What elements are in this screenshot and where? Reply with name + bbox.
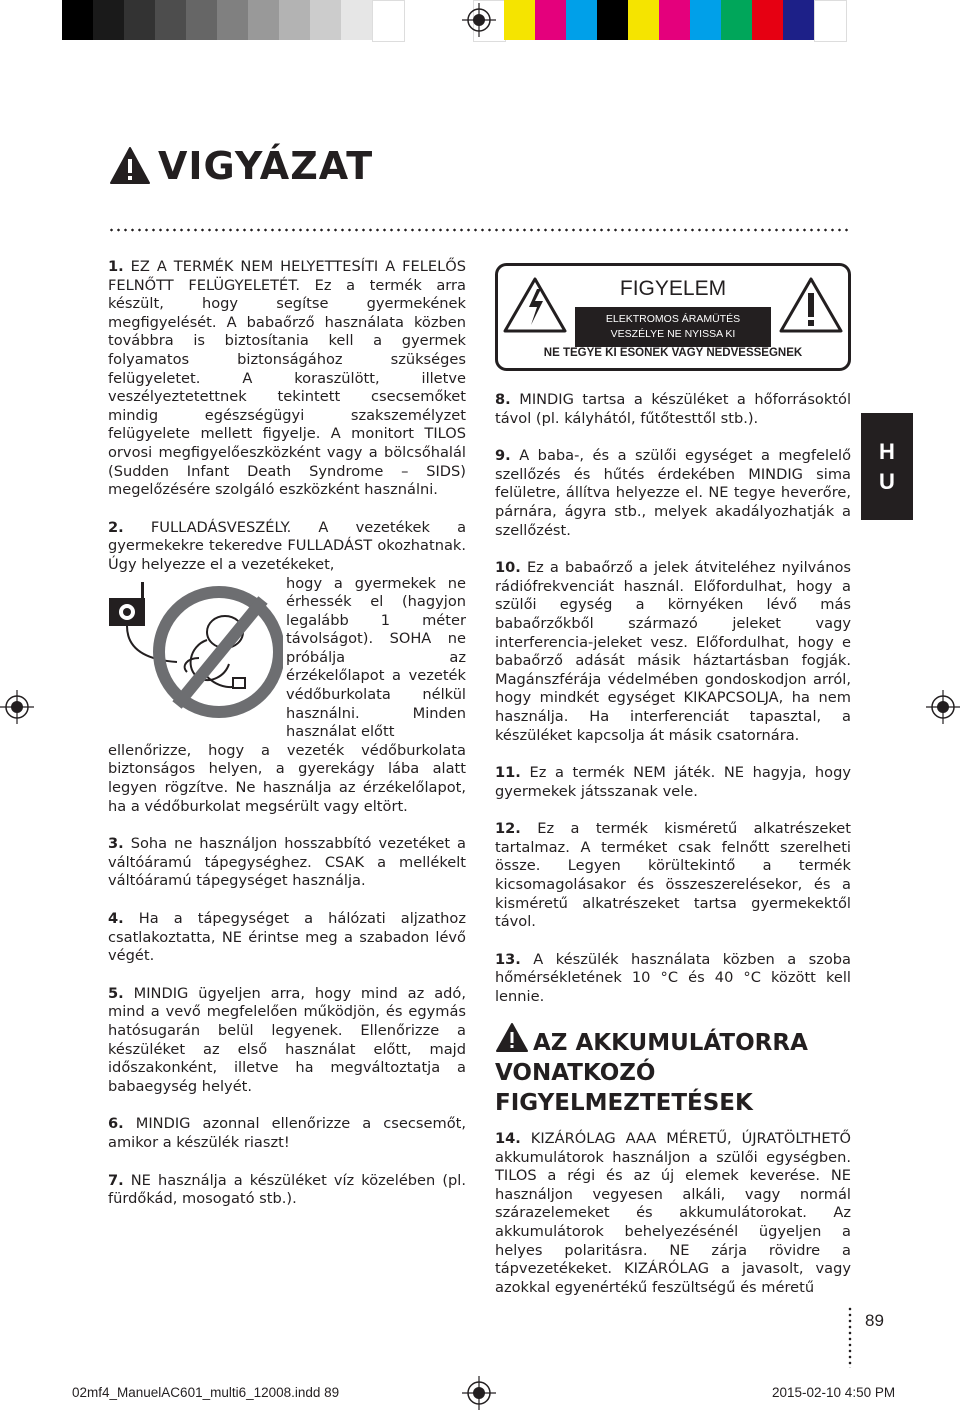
dotted-divider	[108, 228, 850, 232]
footer-file-info: 02mf4_ManuelAC601_multi6_12008.indd 89	[72, 1385, 340, 1400]
color-swatch	[628, 0, 659, 40]
color-swatch	[504, 0, 535, 40]
left-column	[108, 258, 466, 1209]
electric-shock-warning-label	[495, 263, 851, 371]
list-item: 5. MINDIG ügyeljen arra, hogy mind az adó, mind a vevő megfelelően működjön, és egymás hatósugarán belül legyenek. Ellenőrizze a készüléket az első használat előtt, majd időszakonként, illetve ha megváltoztatja a babaegység helyét.	[108, 984, 466, 1095]
list-item: 11. Ez a termék NEM játék. NE hagyja, hogy gyermekek játsszanak vele.	[495, 764, 852, 800]
color-swatch	[186, 0, 217, 40]
color-swatch	[124, 0, 155, 40]
color-swatch	[597, 0, 628, 40]
color-swatch	[659, 0, 690, 40]
no-cord-illustration	[107, 580, 283, 720]
color-swatch	[690, 0, 721, 40]
title-text: VIGYÁZAT	[158, 144, 374, 188]
color-swatch	[752, 0, 783, 40]
color-swatch	[248, 0, 279, 40]
page-title	[108, 141, 373, 191]
dotted-divider-vertical	[848, 1306, 852, 1368]
warning-triangle-icon	[495, 1022, 529, 1054]
warning-triangle-icon	[108, 144, 152, 188]
list-item: 8. MINDIG tartsa a készüléket a hőforrásoktól távol (pl. kályhától, fűtőtesttől stb.).	[495, 391, 852, 427]
label-bottom-text: NE TEGYE KI ESŐNEK VAGY NEDVESSÉGNEK	[543, 347, 803, 359]
color-swatch	[566, 0, 597, 40]
registration-mark-icon	[462, 1376, 496, 1410]
color-swatch	[62, 0, 93, 40]
list-item: 13. A készülék használata közben a szoba hőmérsékletének 10 °C és 40 °C között kell lennie.	[495, 950, 852, 1006]
color-swatch	[217, 0, 248, 40]
color-swatch	[721, 0, 752, 40]
page-number: 89	[865, 1311, 884, 1330]
list-item: 3. Soha ne használjon hosszabbító vezetéket a váltóáramú tápegységhez. CSAK a mellékelt váltóáramú tápegységet használja.	[108, 835, 466, 890]
list-item: 9. A baba-, és a szülői egységet a megfelelő szellőzés és hűtés érdekében MINDIG sima felületre, állítva helyezze el. NE tegye heverőre, párnára, ágyra stb., melyek akadályozhatják a szellőzést.	[495, 447, 851, 539]
right-column	[495, 391, 851, 1007]
color-swatch	[814, 0, 847, 42]
battery-item	[495, 1130, 851, 1297]
color-swatch	[93, 0, 124, 40]
list-item: 4. Ha a tápegységet a hálózati aljzathoz csatlakoztatta, NE érintse meg a szabadon lévő végét.	[108, 910, 466, 965]
registration-mark-icon	[462, 3, 496, 37]
language-tab: H U	[861, 413, 913, 520]
list-item: 10. Ez a babaőrző a jelek átviteléhez nyilvános rádiófrekvenciát használ. Előfordulhat, hogy a szülői egység a környéken lévő más babaőrzőkből származó jeleket vagy interferencia-jeleket vesz. Előfordulhat, hogy e babaőrző adását másik háztartásban fogják. Magánszférája védelmében gondoskodjon arról, hogy mindkét egységet KIKAPCSOLJA, ha nem használja. Ha interferenciát tapasztal, a készüléket kapcsolja át másik csatornára.	[495, 559, 852, 744]
footer-date: 2015-02-10 4:50 PM	[772, 1385, 896, 1400]
list-item-wrap: hogy a gyermekek ne érhessék el (hagyjon legalább 1 méter távolságot). SOHA ne próbálja az érzékelőlapot a vezeték védőburkolata nélkül használni. Minden használat előtt	[286, 574, 466, 741]
color-swatch	[310, 0, 341, 40]
list-item: 7. NE használja a készüléket víz közelében (pl. fürdőkád, mosogató stb.).	[108, 1171, 466, 1208]
battery-warnings-heading: AZ AKKUMULÁTORRA VONATKOZÓ FIGYELMEZTETÉSEK	[495, 1022, 855, 1118]
color-swatch	[155, 0, 186, 40]
list-item: 6. MINDIG azonnal ellenőrizze a csecsemőt, amikor a készülék riaszt!	[108, 1115, 466, 1151]
color-swatch	[279, 0, 310, 40]
list-item: 1. EZ A TERMÉK NEM HELYETTESÍTI A FELELŐS FELNŐTT FELÜGYELETÉT. Ez a termék arra készült, hogy segítse gyermekének megfigyelését. A babaőrző használata közben továbbra is biztosítania kell a gyermek folyamatos biztonságához szükséges felügyeletet. A koraszülött, illetve veszélyeztetettnek tekintett csecsemőket mindig egészségügyi szakszemélyzet felügyelete mellett figyelje. A monitort TILOS orvosi megfigyelőeszközként vagy a bölcsőhalál (Sudden Infant Death Syndrome – SIDS) megelőzésére szolgáló eszközként használni.	[108, 258, 466, 499]
list-item-cont: ellenőrizze, hogy a vezeték védőburkolata biztonságos helyen, a gyerekágy lába alatt legyen rögzítve. Ne használja az érzékelőlapot, ha a védőburkolat megsérült vagy eltört.	[108, 741, 466, 815]
registration-mark-icon	[0, 690, 34, 724]
list-item: 12. Ez a termék kisméretű alkatrészeket tartalmaz. A terméket csak felnőtt szerelheti össze. Legyen körültekintő a termék kicsomagolásakor és összeszerelésekor, és a kisméretű alkatrészeket tartsa gyermekektől távol.	[495, 820, 852, 931]
color-swatch	[341, 0, 372, 40]
list-item: 2. FULLADÁSVESZÉLY. A vezetékek a gyermekekre tekeredve FULLADÁST okozhatnak. Úgy helyezze el a vezetékeket,	[108, 518, 467, 573]
list-item: 14. KIZÁRÓLAG AAA MÉRETŰ, ÚJRATÖLTHETŐ akkumulátorok használjon a szülői egységben. TILOS a régi és az új elemek keverése. NE használjon vegyesen alkáli, vagy normál szárazelemeket és akkumulátorokat. Az akkumulátorok behelyezésénél ügyeljen a helyes polaritásra. NE zárja rövidre a tápvezetékeket. KIZÁRÓLAG a javasolt, vagy azokkal egyenértékű feszültségű és méretű	[495, 1130, 851, 1296]
label-band: ELEKTROMOS ÁRAMÜTÉS VESZÉLYE NE NYISSA KI	[575, 307, 771, 347]
color-swatch	[372, 0, 405, 42]
color-swatch	[783, 0, 814, 40]
label-heading: FIGYELEM	[619, 277, 727, 300]
registration-mark-icon	[926, 690, 960, 724]
color-swatch	[535, 0, 566, 40]
